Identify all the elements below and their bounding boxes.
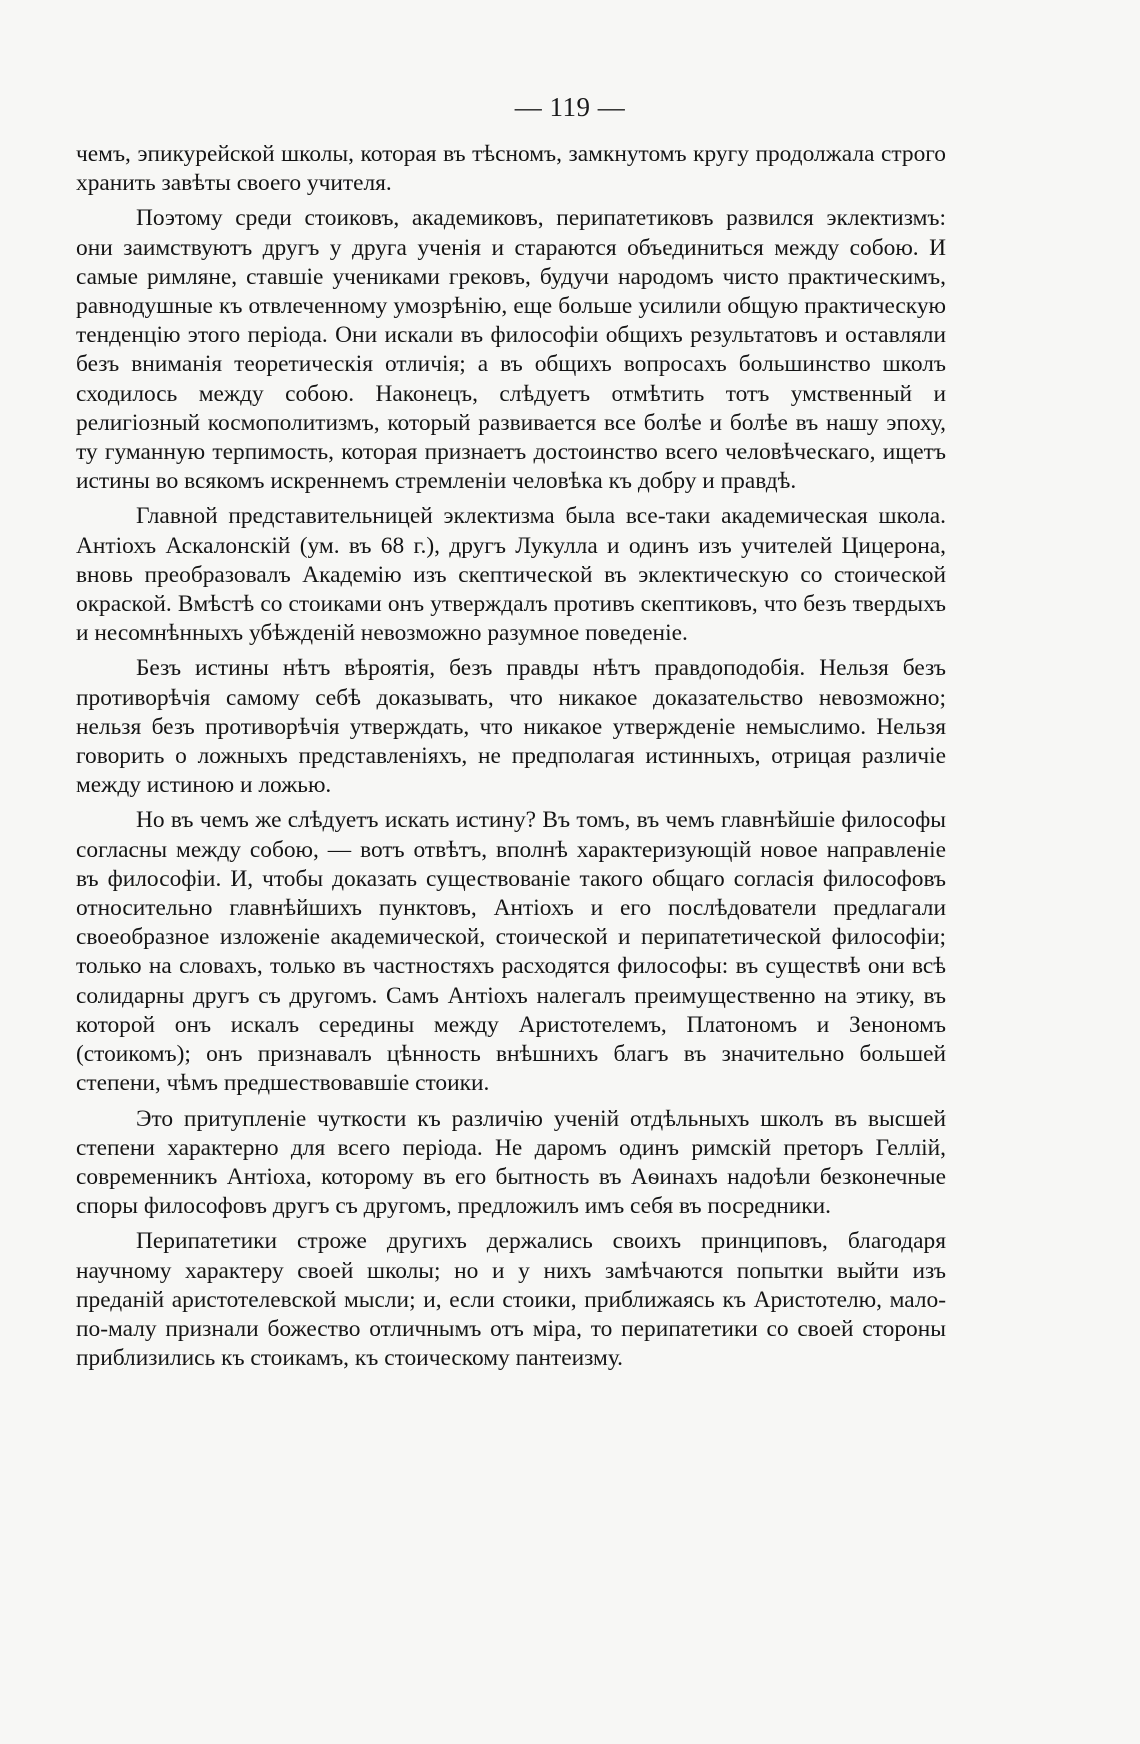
paragraph-where-truth: Но въ чемъ же слѣдуетъ искать истину? Въ томъ, въ чемъ главнѣйшіе философы согласны между собою, — вотъ отвѣтъ, вполнѣ характеризующій новое направленіе въ философіи. И, чтобы доказать существованіе такого общаго согласія философовъ относительно главнѣйшихъ пунктовъ, Антіохъ и его послѣдователи предлагали своеобразное изложеніе академической, стоической и перипатетической философіи; только на словахъ, только въ частностяхъ расходятся философы: въ существѣ они всѣ солидарны другъ съ другомъ. Самъ Антіохъ налегалъ преимущественно на этику, въ которой онъ искалъ середины между Аристотелемъ, Платономъ и Зенономъ (стоикомъ); онъ признавалъ цѣнность внѣшнихъ благъ въ значительно большей степени, чѣмъ предшествовавшіе стоики. <box>76 807 946 1097</box>
paragraph-blunting-distinctions: Это притупленіе чуткости къ различію ученій отдѣльныхъ школъ въ высшей степени характерно для всего періода. Не даромъ одинъ римскій преторъ Геллій, современникъ Антіоха, которому въ его бытность въ Аѳинахъ надоѣли безконечные споры философовъ другъ съ другомъ, предложилъ имъ себя въ посредники. <box>76 1105 946 1220</box>
paragraph-eclecticism-origins: Поэтому среди стоиковъ, академиковъ, перипатетиковъ развился эклектизмъ: они заимствуютъ другъ у друга ученія и стараются объединиться между собою. И самые римляне, ставшіе учениками грековъ, будучи народомъ чисто практическимъ, равнодушные къ отвлеченному умозрѣнію, еще больше усилили общую практическую тенденцію этого періода. Они искали въ философіи общихъ результатовъ и оставляли безъ вниманія теоретическія отличія; а въ общихъ вопросахъ большинство школъ сходилось между собою. Наконецъ, слѣдуетъ отмѣтить тотъ умственный и религіозный космополитизмъ, который развивается все болѣе и болѣе въ нашу эпоху, ту гуманную терпимость, которая признаетъ достоинство всего человѣческаго, ищетъ истины во всякомъ искреннемъ стремленіи человѣка къ добру и правдѣ. <box>76 205 946 495</box>
paragraph-truth-argument: Безъ истины нѣтъ вѣроятія, безъ правды нѣтъ правдоподобія. Нельзя безъ противорѣчія самому себѣ доказывать, что никакое доказательство невозможно; нельзя безъ противорѣчія утверждать, что никакое утвержденіе немыслимо. Нельзя говорить о ложныхъ представленіяхъ, не предполагая истинныхъ, отрицая различіе между истиною и ложью. <box>76 655 946 799</box>
paragraph-continuation: чемъ, эпикурейской школы, которая въ тѣсномъ, замкнутомъ кругу продолжала строго хранить завѣты своего учителя. <box>76 141 946 197</box>
paragraph-peripatetics: Перипатетики строже другихъ держались своихъ принциповъ, благодаря научному характеру своей школы; но и у нихъ замѣчаются попытки выйти изъ преданій аристотелевской мысли; и, если стоики, приближаясь къ Аристотелю, мало-по-малу признали божество отличнымъ отъ міра, то перипатетики со своей стороны приблизились къ стоикамъ, къ стоическому пантеизму. <box>76 1228 946 1372</box>
body-text <box>76 140 946 1373</box>
page-number: — 119 — <box>514 92 626 122</box>
paragraph-academic-school: Главной представительницей эклектизма была все-таки академическая школа. Антіохъ Аскалонскій (ум. въ 68 г.), другъ Лукулла и одинъ изъ учителей Цицерона, вновь преобразовалъ Академію изъ скептической въ эклектическую со стоической окраской. Вмѣстѣ со стоиками онъ утверждалъ противъ скептиковъ, что безъ твердыхъ и несомнѣнныхъ убѣжденій невозможно разумное поведеніе. <box>76 503 946 647</box>
